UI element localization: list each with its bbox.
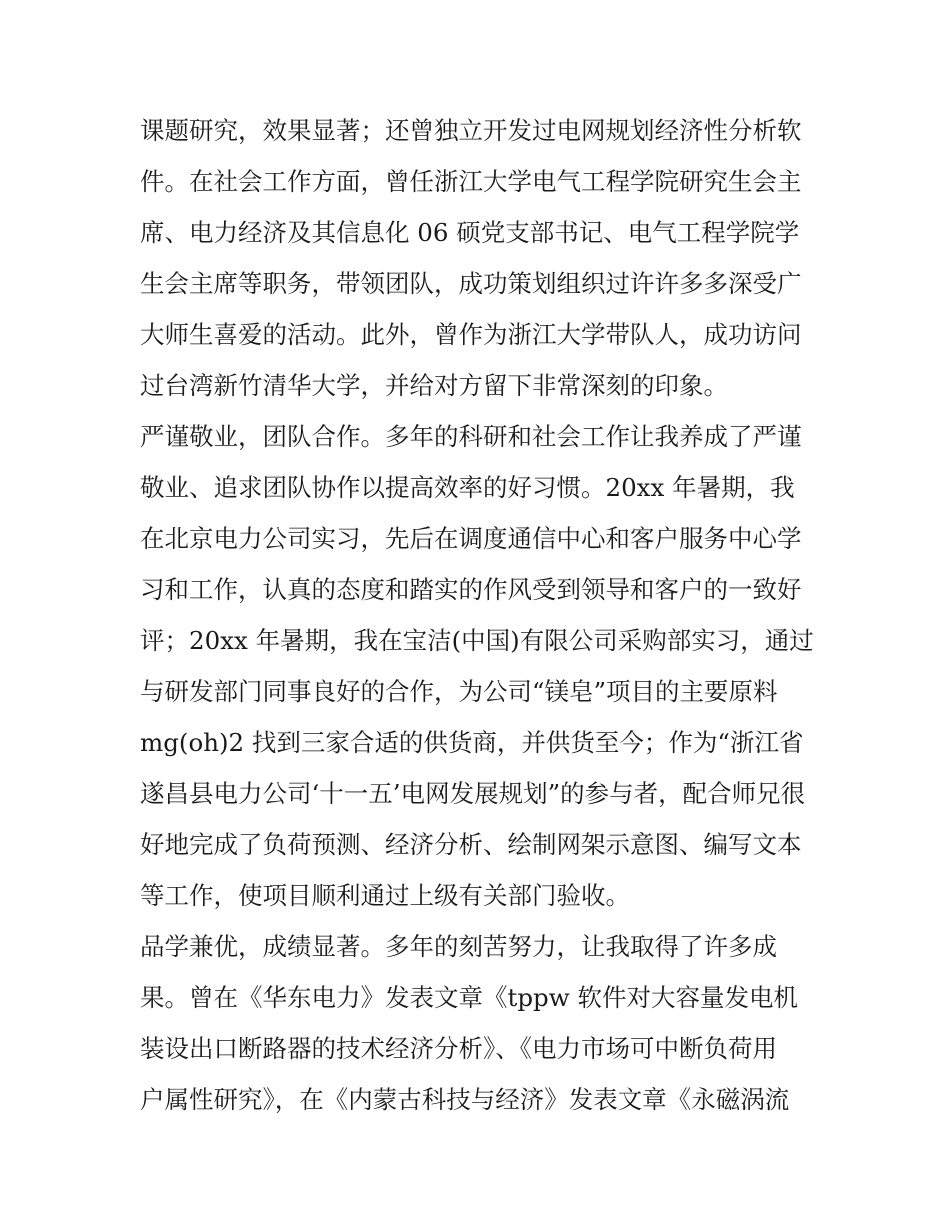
text-line: mg(oh)2 找到三家合适的供货商，并供货至今；作为“浙江省 (140, 728, 804, 757)
text-line: 遂昌县电力公司‘十一五’电网发展规划”的参与者，配合师兄很 (140, 779, 806, 808)
text-line: 严谨敬业，团队合作。多年的科研和社会工作让我养成了严谨 (140, 422, 802, 451)
text-line: 过台湾新竹清华大学，并给对方留下非常深刻的印象。 (140, 371, 728, 400)
text-line: 生会主席等职务，带领团队，成功策划组织过许许多多深受广 (140, 269, 802, 298)
text-line: 评；20xx 年暑期，我在宝洁(中国)有限公司采购部实习，通过 (140, 626, 814, 655)
text-line: 敬业、追求团队协作以提高效率的好习惯。20xx 年暑期，我 (140, 473, 795, 502)
text-line: 装设出口断路器的技术经济分析》、《电力市场可中断负荷用 (140, 1034, 777, 1063)
text-line: 课题研究，效果显著；还曾独立开发过电网规划经济性分析软 (140, 116, 802, 145)
text-line: 习和工作，认真的态度和踏实的作风受到领导和客户的一致好 (140, 575, 802, 604)
text-line: 果。曾在《华东电力》发表文章《tppw 软件对大容量发电机 (140, 983, 798, 1012)
text-line: 等工作，使项目顺利通过上级有关部门验收。 (140, 881, 630, 910)
body-text (140, 105, 820, 1125)
text-line: 大师生喜爱的活动。此外，曾作为浙江大学带队人，成功访问 (140, 320, 802, 349)
text-line: 在北京电力公司实习，先后在调度通信中心和客户服务中心学 (140, 524, 802, 553)
text-line: 品学兼优，成绩显著。多年的刻苦努力，让我取得了许多成 (140, 932, 777, 961)
text-line: 好地完成了负荷预测、经济分析、绘制网架示意图、编写文本 (140, 830, 802, 859)
text-line: 席、电力经济及其信息化 06 硕党支部书记、电气工程学院学 (140, 218, 800, 247)
text-line: 户属性研究》，在《内蒙古科技与经济》发表文章《永磁涡流 (140, 1085, 790, 1114)
text-line: 与研发部门同事良好的合作，为公司“镁皂”项目的主要原料 (140, 677, 778, 706)
text-line: 件。在社会工作方面，曾任浙江大学电气工程学院研究生会主 (140, 167, 802, 196)
